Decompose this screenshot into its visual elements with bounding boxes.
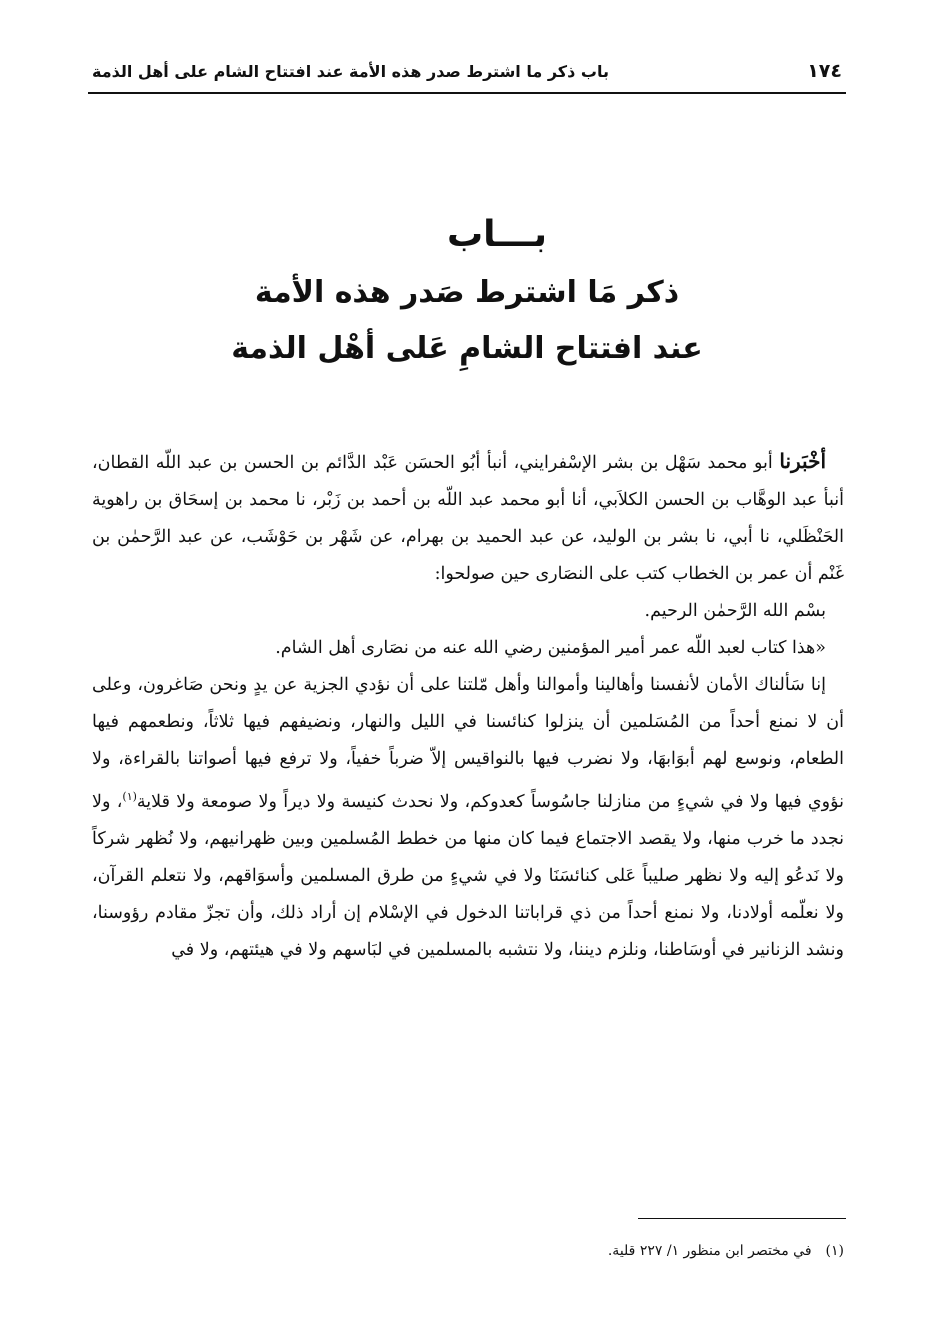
letter-paragraph [92, 667, 844, 969]
footnote-text: في مختصر ابن منظور ١/ ٢٢٧ قلية. [607, 1243, 812, 1259]
letter-text-part-2: ، ولا نجدد ما خرب منها، ولا يقصد الاجتماع فيما كان منها من خطط المُسلمين وبين ظهرانيهم، ولا نُظهر شركاً ولا نَدعُو إليه ولا نظهر صليباً عَلى كنائسَنَا ولا في شيءٍ من طرق المسلمين وأسوَاقهم، ولا نتعلم القرآن، ولا نعلّمه أولادنا، ولا نمنع أحداً من ذي قراباتنا الدخول في الإسْلام إن أراد ذلك، وأن تجزّ مقادم رؤوسنا، ونشد الزنانير في أوسَاطنا، ونلزم ديننا، ولا نتشبه بالمسلمين في لبَاسهم ولا في هيئتهم، ولا في [92, 791, 844, 960]
page-number: ١٧٤ [807, 60, 842, 82]
header-divider [88, 92, 846, 94]
isnad-text: أبو محمد سَهْل بن بشر الإسْفرايني، أنبأ أبُو الحسَن عَبْد الدَّائم بن الحسن بن عبد اللّه القطان، أنبأ عبد الوهَّاب بن الحسن الكلاَبي، أنا أبو محمد عبد اللّه بن أحمد بن زَبْر، نا محمد بن إسحَاق بن راهوية الحَنْظَلي، نا أبي، نا بشر بن الوليد، عن عبد الحميد بن بهرام، عن شَهْر بن حَوْشَب، عن عبد الرَّحمٰن بن غَنْم أن عمر بن الخطاب كتب على النصَارى حين صولحوا: [92, 453, 844, 584]
page-header [88, 52, 846, 96]
isnad-paragraph [92, 443, 844, 593]
footnote [300, 1240, 844, 1262]
footnote-number: (١) [825, 1243, 844, 1259]
chapter-heading [88, 205, 846, 377]
basmala: بسْم الله الرَّحمٰن الرحيم. [644, 601, 826, 621]
chapter-title-line-1: ذكر مَا اشترط صَدر هذه الأمة [254, 275, 680, 310]
body-text [92, 443, 844, 969]
running-title: باب ذكر ما اشترط صدر هذه الأمة عند افتتاح الشام على أهل الذمة [92, 62, 609, 81]
footnote-divider [638, 1218, 846, 1219]
bab-label: بـــاب [446, 214, 548, 255]
chapter-title-line-2: عند افتتاح الشامِ عَلى أهْل الذمة [231, 331, 703, 366]
footnote-marker: (١) [122, 790, 137, 803]
letter-text-part-1: إنا سَألناك الأمان لأنفسنا وأهالينا وأموالنا وأهل مّلتنا على أن نؤدي الجزية عن يدٍ ونحن صَاغرون، وعلى أن لا نمنع أحداً من المُسَلمين أن ينزلوا كنائسنا في الليل والنهار، ونضيفهم فيها ثلاثاً، ونطعمهم فيها الطعام، ونوسع لهم أبوَابهَا، ولا نضرب فيها بالنواقيس إلاّ ضرباً خفياً، ولا ترفع فيها أصواتنا بالقراءة، ولا نؤوي فيها ولا في شيءٍ من منازلنا جاسُوساً كعدوكم، ولا نحدث كنيسة ولا ديراً ولا صومعة ولا قلاية [92, 675, 844, 812]
letter-opening: «هذا كتاب لعبد اللّه عمر أمير المؤمنين رضي الله عنه من نصَارى أهل الشام. [275, 638, 826, 658]
akhbarana-word: أخْبَرنا [779, 449, 826, 473]
